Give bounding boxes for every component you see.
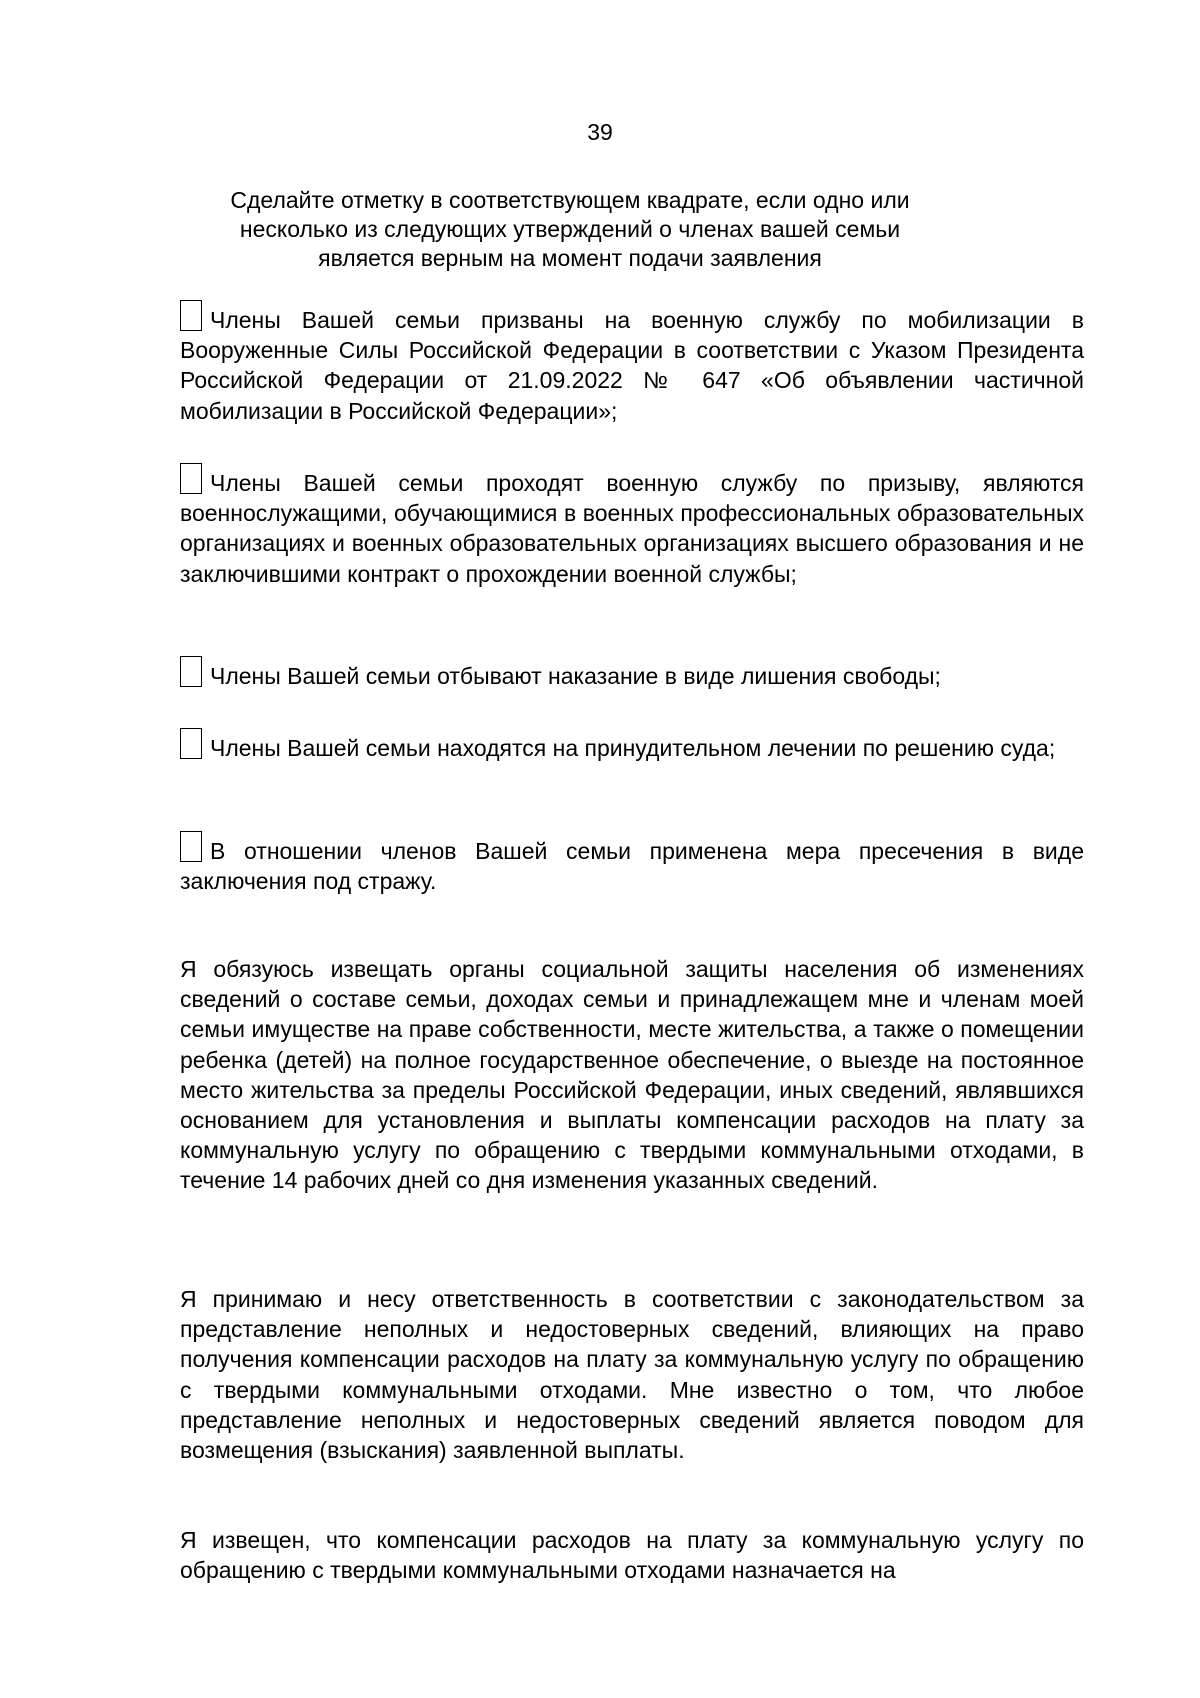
notice-paragraph: Я извещен, что компенсации расходов на плату за коммунальную услугу по обращению с твердыми коммунальными отходами назначается на — [180, 1527, 1084, 1584]
checkbox[interactable] — [180, 728, 202, 759]
checklist-item-mobilization — [180, 300, 1084, 426]
checkbox[interactable] — [180, 831, 202, 862]
checkbox[interactable] — [180, 300, 202, 331]
obligation-paragraph: Я обязуюсь извещать органы социальной защиты населения об изменениях сведений о составе семьи, доходах семьи и принадлежащем мне и членам моей семьи имуществе на праве собственности, месте жительства, а также о помещении ребенка (детей) на полное государственное обеспечение, о выезде на постоянное место жительства за пределы Российской Федерации, иных сведений, являвшихся основанием для установления и выплаты компенсации расходов на плату за коммунальную услугу по обращению с твердыми коммунальными отходами, в течение 14 рабочих дней со дня изменения указанных сведений. — [180, 956, 1084, 1194]
checklist-item-text: Члены Вашей семьи проходят военную службу по призыву, являются военнослужащими, обучающимися в военных профессиональных образовательных организациях и военных образовательных организациях высшего образования и не заключившими контракт о прохождении военной службы; — [180, 470, 1084, 587]
page-number: 39 — [587, 119, 613, 145]
checklist-item-imprisonment — [180, 656, 1084, 691]
checklist-item-conscription — [180, 463, 1084, 589]
checkbox[interactable] — [180, 463, 202, 494]
checklist-item-text: Члены Вашей семьи призваны на военную службу по мобилизации в Вооруженные Силы Российской Федерации в соответствии с Указом Президента Российской Федерации от 21.09.2022 № 647 «Об объявлении частичной мобилизации в Российской Федерации»; — [180, 307, 1084, 424]
checkbox[interactable] — [180, 656, 202, 687]
checklist-item-compulsory-treatment — [180, 728, 1084, 763]
checklist-item-text: Члены Вашей семьи находятся на принудительном лечении по решению суда; — [210, 735, 1056, 761]
checklist-item-detention — [180, 831, 1084, 896]
instruction-heading: Сделайте отметку в соответствующем квадрате, если одно или несколько из следующих утверждений о членах вашей семьи является верным на момент подачи заявления — [230, 187, 910, 271]
checklist-item-text: В отношении членов Вашей семьи применена мера пресечения в виде заключения под стражу. — [180, 838, 1084, 895]
responsibility-paragraph: Я принимаю и несу ответственность в соответствии с законодательством за представление неполных и недостоверных сведений, влияющих на право получения компенсации расходов на плату за коммунальную услугу по обращению с твердыми коммунальными отходами. Мне известно о том, что любое представление неполных и недостоверных сведений является поводом для возмещения (взыскания) заявленной выплаты. — [180, 1286, 1084, 1464]
checklist-item-text: Члены Вашей семьи отбывают наказание в виде лишения свободы; — [210, 663, 941, 689]
